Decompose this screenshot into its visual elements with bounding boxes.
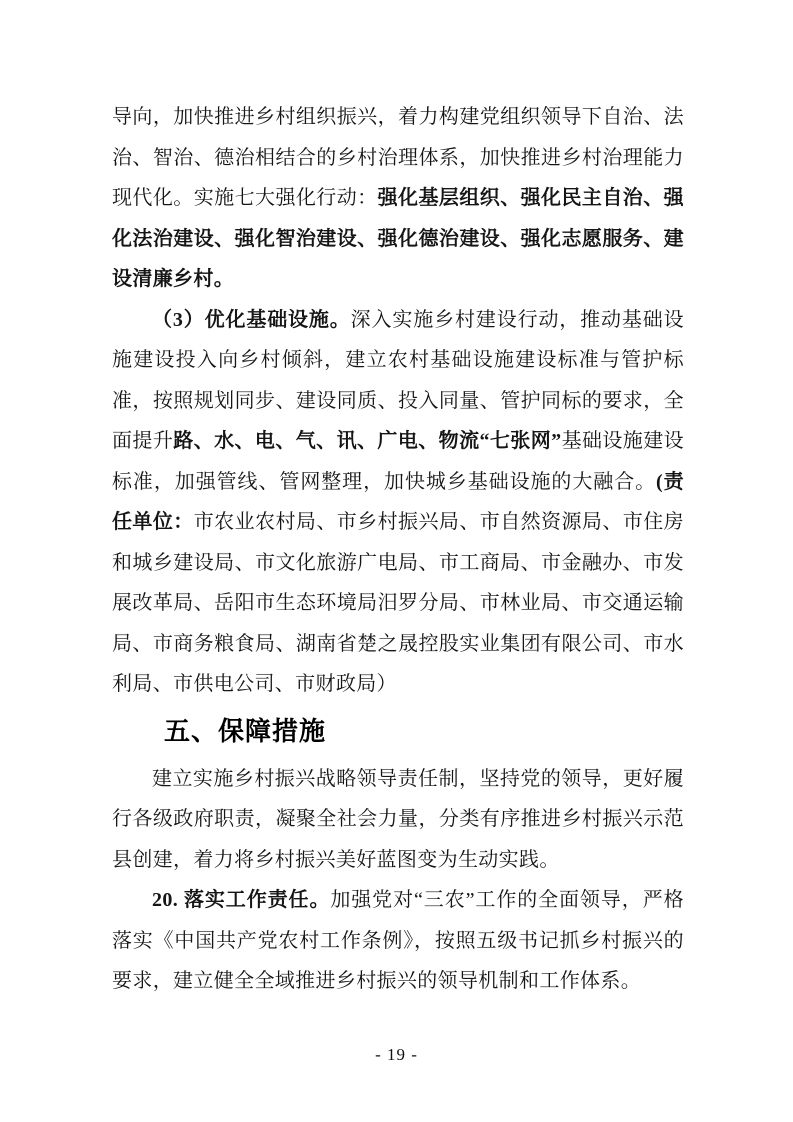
- bold-text-run: 强化基层组织、强化民主自治、强化法治建设、强化智治建设、强化德治建设、强化志愿服务、建设清廉乡村。: [112, 187, 684, 290]
- page-number: - 19 -: [375, 1045, 418, 1064]
- bold-text-run: 五、保障措施: [164, 715, 327, 746]
- paragraph: [112, 759, 684, 881]
- paragraph: [112, 97, 684, 300]
- bold-text-run: 20. 落实工作责任。: [152, 889, 331, 911]
- text-run: 市农业农村局、市乡村振兴局、市自然资源局、市住房和城乡建设局、市文化旅游广电局、市工商局、市金融办、市发展改革局、岳阳市生态环境局汨罗分局、市林业局、市交通运输局、市商务粮食局、湖南省楚之晟控股实业集团有限公司、市水利局、市供电公司、市财政局）: [112, 511, 684, 695]
- bold-text-run: (责任单位：: [112, 470, 684, 533]
- text-run: 建立实施乡村振兴战略领导责任制，坚持党的领导，更好履行各级政府职责，凝聚全社会力量，分类有序推进乡村振兴示范县创建，着力将乡村振兴美好蓝图变为生动实践。: [112, 767, 684, 871]
- text-run: 加强党对“三农”工作的全面领导，严格落实《中国共产党农村工作条例》，按照五级书记抓乡村振兴的要求，建立健全全域推进乡村振兴的领导机制和工作体系。: [112, 889, 684, 992]
- paragraph: [112, 300, 684, 705]
- bold-text-run: （3）优化基础设施。: [152, 308, 351, 331]
- text-run: 基础设施建设标准，加强管线、管网整理，加快城乡基础设施的大融合。: [112, 430, 684, 493]
- paragraph: [112, 880, 684, 1002]
- text-run: 导向，加快推进乡村组织振兴，着力构建党组织领导下自治、法治、智治、德治相结合的乡村治理体系，加快推进乡村治理能力现代化。实施七大强化行动：: [112, 106, 684, 209]
- text-run: 深入实施乡村建设行动，推动基础设施建设投入向乡村倾斜，建立农村基础设施建设标准与管护标准，按照规划同步、建设同质、投入同量、管护同标的要求，全面提升: [112, 308, 684, 452]
- bold-text-run: 路、水、电、气、讯、广电、物流“七张网”: [173, 430, 562, 452]
- section-heading: [112, 708, 684, 754]
- document-body: [112, 97, 684, 1002]
